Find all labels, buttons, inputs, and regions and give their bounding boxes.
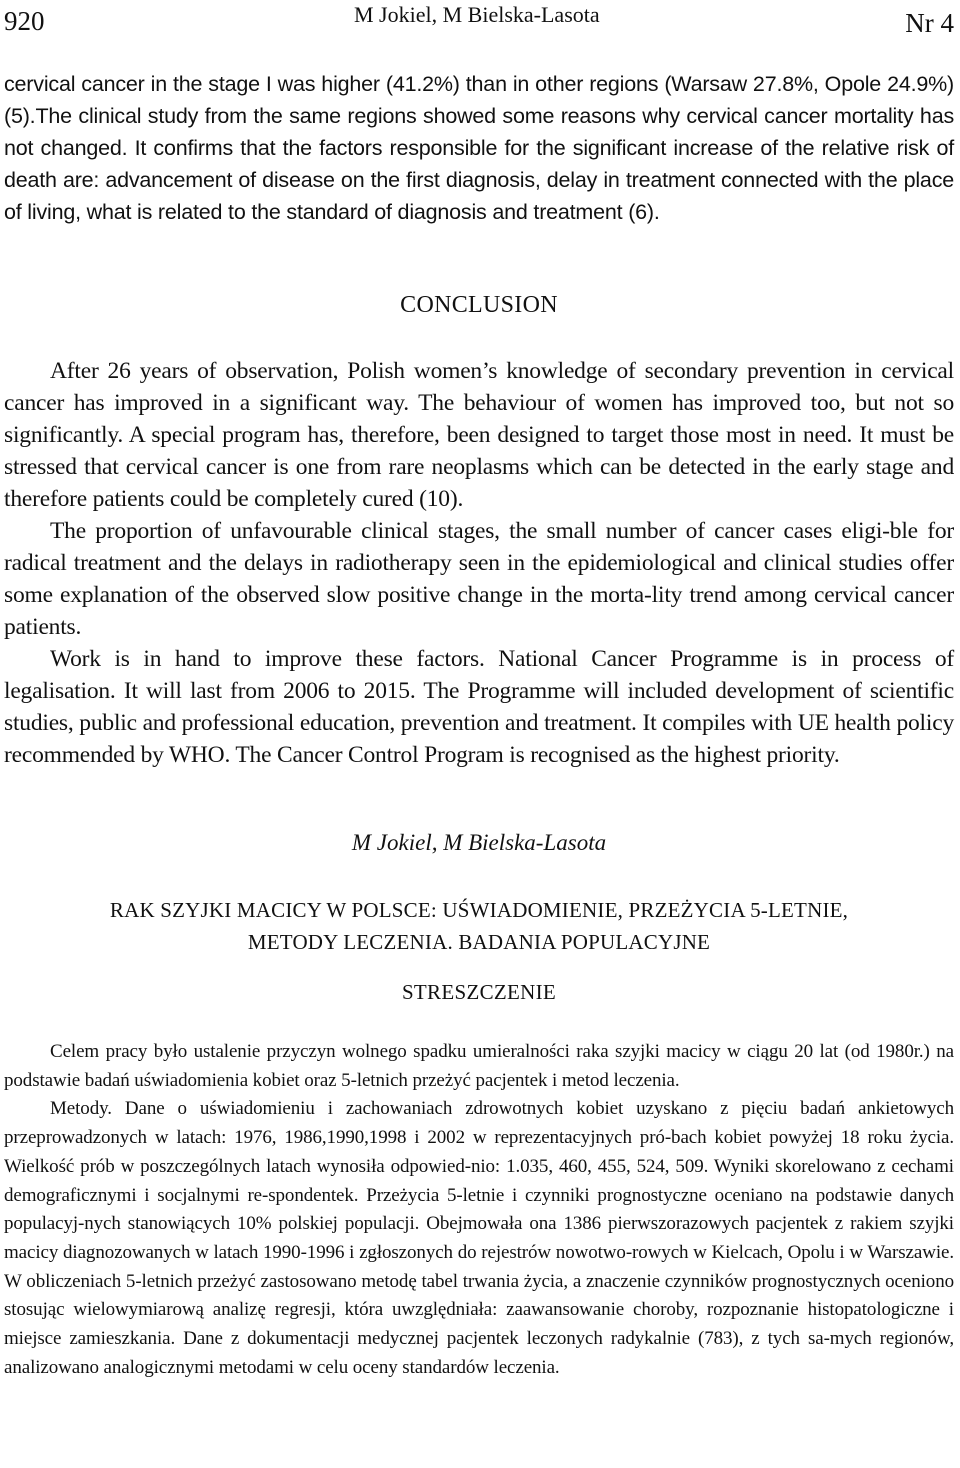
section-heading-abstract: STRESZCZENIE: [401, 980, 557, 1004]
paragraph: Metody. Dane o uświadomieniu i zachowaniach zdrowotnych kobiet uzyskano z pięciu badań ankietowych przeprowadzonych w latach: 1976, 1986,1990,1998 i 2002 w reprezentacyjnych pró-bach kobiet powyżej 18 roku życia. Wielkość prób w poszczególnych latach wynosiła odpowied-nio: 1.035, 460, 455, 524, 509. Wyniki skorelowano z cechami demograficznymi i socjalnymi re-spondentek. Przeżycia 5-letnie i czynniki prognostyczne oceniano na podstawie danych populacyj-nych stanowiących 10% polskiej populacji. Obejmowała ona 1386 pierwszorazowych pacjentek z rakiem szyjki macicy diagnozowanych w latach 1990-1996 i zgłoszonych do rejestrów nowotwo-rowych w Kielcach, Opolu i w Warszawie. W obliczeniach 5-letnich przeżyć zastosowano metodę tabel trwania życia, a znaczenie czynników prognostycznych oceniono stosując wielowymiarową analizę regresji, która uwzględniała: zaawansowanie choroby, rozpoznanie histopatologiczne i miejsce zamieszkania. Dane z dokumentacji medycznej pacjentek leczonych radykalnie (783), z tych sa-mych regionów, analizowano analogicznymi metodami w celu oceny standardów leczenia.: [4, 1098, 954, 1378]
paragraph: Work is in hand to improve these factors. National Cancer Programme is in process of legalisation. It will last from 2006 to 2015. The Programme will included development of scientific studies, public and professional education, prevention and treatment. It compiles with UE health policy recommended by WHO. The Cancer Control Program is recognised as the highest priority.: [4, 646, 954, 768]
paragraph: After 26 years of observation, Polish women’s knowledge of secondary prevention in cervical cancer has improved in a significant way. The behaviour of women has improved too, but not so significantly. A special program has, therefore, been designed to target those most in need. It must be stressed that cervical cancer is one from rare neoplasms which can be detected in the early stage and therefore patients could be completely cured (10).: [4, 358, 954, 512]
header-authors: M Jokiel, M Bielska-Lasota: [354, 2, 600, 27]
paragraph: cervical cancer in the stage I was higher (41.2%) than in other regions (Warsaw 27.8%, Opole 24.9%) (5).The clinical study from the same regions showed some reasons why cervical cancer mortality has not changed. It confirms that the factors responsible for the significant increase of the relative risk of death are: advancement of disease on the first diagnosis, delay in treatment connected with the place of living, what is related to the standard of diagnosis and treatment (6).: [4, 72, 954, 224]
polish-authors: M Jokiel, M Bielska-Lasota: [351, 830, 607, 855]
polish-title-line: RAK SZYJKI MACICY W POLSCE: UŚWIADOMIENIE, PRZEŻYCIA 5-LETNIE,: [109, 898, 849, 922]
polish-title-line: METODY LECZENIA. BADANIA POPULACYJNE: [247, 930, 711, 954]
issue-number: Nr 4: [905, 8, 954, 38]
polish-title: [4, 894, 954, 958]
polish-abstract: [4, 1038, 954, 1382]
running-header: [4, 2, 954, 42]
section-heading-conclusion: CONCLUSION: [400, 292, 558, 318]
page-number: 920: [4, 6, 45, 36]
results-continuation: [4, 68, 954, 228]
paragraph: Celem pracy było ustalenie przyczyn wolnego spadku umieralności raka szyjki macicy w ciągu 20 lat (od 1980r.) na podstawie badań uświadomienia kobiet oraz 5-letnich przeżyć pacjentek i metod leczenia.: [4, 1041, 954, 1091]
paragraph: The proportion of unfavourable clinical stages, the small number of cancer cases eligi-ble for radical treatment and the delays in radiotherapy seen in the epidemiological and clinical studies offer some explanation of the observed slow positive change in the morta-lity trend among cervical cancer patients.: [4, 518, 954, 640]
conclusion-body: [4, 355, 954, 771]
